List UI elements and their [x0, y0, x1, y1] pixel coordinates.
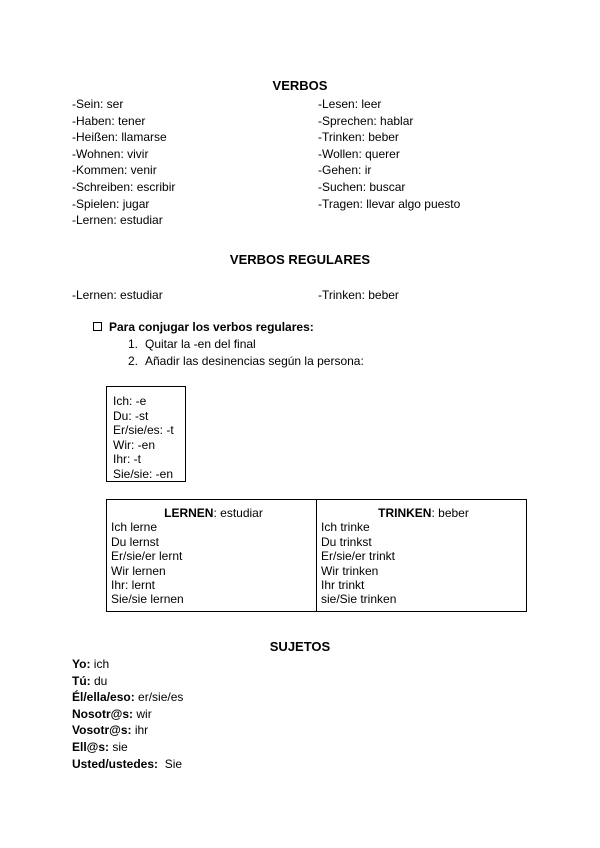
list-item	[72, 689, 183, 706]
verbos-left-list	[72, 96, 175, 229]
verbos-title: VERBOS	[272, 78, 328, 93]
verb-meaning: : beber	[431, 506, 469, 520]
table-row: Er/sie/er trinkt	[321, 549, 396, 564]
list-item: Sie/sie: -en	[113, 466, 174, 481]
regular-example-right: -Trinken: beber	[318, 288, 399, 302]
table-row: sie/Sie trinken	[321, 592, 397, 607]
list-item: -Wohnen: vivir	[72, 146, 149, 161]
verb-name: TRINKEN	[378, 506, 432, 520]
table-row: Du lernst	[111, 534, 160, 549]
subject-es: Vosotr@s:	[72, 723, 132, 738]
list-item: -Lernen: estudiar	[72, 213, 163, 228]
checkbox-bullet-icon	[93, 322, 102, 331]
subject-es: Ell@s:	[72, 739, 110, 754]
list-item: Wir: -en	[113, 437, 155, 452]
table-row: Ihr trinkt	[321, 578, 365, 593]
list-item: -Kommen: venir	[72, 163, 157, 178]
list-item: Du: -st	[113, 408, 149, 423]
step-text: Quitar la -en del final	[145, 337, 256, 351]
list-item: -Sprechen: hablar	[318, 113, 414, 128]
subject-es: Tú:	[72, 673, 91, 688]
list-item: -Suchen: buscar	[318, 179, 406, 194]
table-row: Du trinkst	[321, 534, 372, 549]
list-item: -Gehen: ir	[318, 163, 372, 178]
list-item: -Trinken: beber	[318, 130, 399, 145]
verbos-regulares-title: VERBOS REGULARES	[229, 252, 371, 267]
list-item	[72, 673, 183, 690]
list-item: -Sein: ser	[72, 97, 124, 111]
list-item: Ich: -e	[113, 394, 147, 408]
step-number: 2.	[128, 354, 139, 368]
table-row: Sie/sie lernen	[111, 592, 184, 607]
regular-example-left: -Lernen: estudiar	[72, 288, 163, 302]
conjugation-table	[106, 499, 527, 612]
table-row: Ihr: lernt	[111, 578, 156, 593]
table-row: Wir lernen	[111, 563, 166, 578]
list-item: -Lesen: leer	[318, 97, 382, 111]
table-row: Er/sie/er lernt	[111, 549, 183, 564]
conjugation-column-trinken	[316, 500, 526, 611]
subject-es: Usted/ustedes:	[72, 756, 159, 771]
list-item: Ihr: -t	[113, 452, 142, 466]
conjugation-column-lernen	[107, 500, 316, 611]
step-number: 1.	[128, 337, 139, 351]
list-item: Er/sie/es: -t	[113, 423, 174, 437]
bullet-heading	[93, 320, 314, 334]
subject-de: ich	[90, 657, 110, 671]
verb-name: LERNEN	[164, 506, 214, 520]
step-text: Añadir las desinencias según la persona:	[145, 354, 364, 368]
bullet-heading-text: Para conjugar los verbos regulares:	[109, 320, 314, 334]
subject-es: Él/ella/eso:	[72, 690, 135, 705]
list-item: -Haben: tener	[72, 113, 146, 128]
column-header	[111, 506, 316, 520]
list-item: -Schreiben: escribir	[72, 179, 176, 194]
list-item	[72, 756, 183, 773]
subject-de: Sie	[158, 756, 183, 771]
list-item: -Wollen: querer	[318, 146, 400, 161]
list-item	[128, 336, 364, 353]
subject-de: wir	[133, 706, 152, 721]
endings-box	[106, 386, 186, 482]
verbos-right-list	[318, 96, 460, 212]
subject-de: ihr	[131, 723, 149, 738]
table-row: Ich lerne	[111, 520, 158, 535]
verb-meaning: : estudiar	[213, 506, 263, 520]
list-item	[128, 353, 364, 370]
subject-de: du	[90, 673, 108, 688]
list-item	[72, 739, 183, 756]
list-item: -Tragen: llevar algo puesto	[318, 196, 461, 211]
list-item	[72, 656, 183, 673]
list-item: -Heißen: llamarse	[72, 130, 167, 145]
list-item	[72, 706, 183, 723]
table-row: Ich trinke	[321, 520, 370, 535]
subject-de: sie	[109, 739, 128, 754]
subject-de: er/sie/es	[134, 690, 184, 705]
list-item: -Spielen: jugar	[72, 196, 150, 211]
sujetos-list	[72, 656, 183, 772]
column-header	[321, 506, 526, 520]
sujetos-title: SUJETOS	[269, 639, 331, 654]
steps-list	[128, 336, 364, 370]
list-item	[72, 722, 183, 739]
subject-es: Nosotr@s:	[72, 706, 134, 721]
subject-es: Yo:	[72, 657, 91, 671]
table-row: Wir trinken	[321, 563, 379, 578]
